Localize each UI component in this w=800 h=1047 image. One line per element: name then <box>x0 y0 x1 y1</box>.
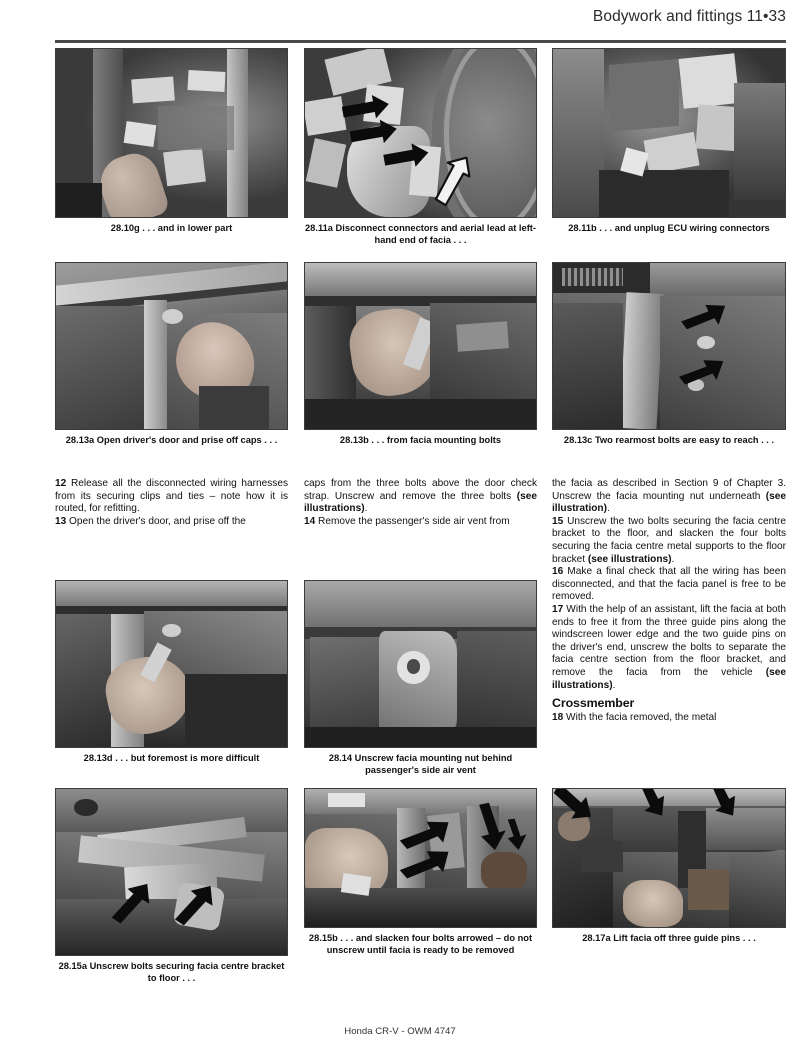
paragraph-14 <box>304 516 537 529</box>
paragraph-12 <box>55 478 288 516</box>
header-divider <box>55 40 786 43</box>
figure-28-13b <box>304 262 537 430</box>
section-heading-crossmember: Crossmember <box>552 696 635 711</box>
photo-28-17a <box>552 788 786 928</box>
caption-28-13d: 28.13d . . . but foremost is more difficult <box>83 753 260 763</box>
caption-28-17a: 28.17a Lift facia off three guide pins . . . <box>582 933 756 943</box>
paragraph-17-end: . <box>612 679 616 691</box>
paragraph-13 <box>55 516 288 529</box>
photo-28-13b <box>304 262 537 430</box>
photo-28-13d <box>55 580 288 748</box>
paragraph-14-number: 14 <box>304 515 316 527</box>
arrow-overlay-28-15b <box>305 789 536 927</box>
figure-28-11a <box>304 48 537 218</box>
page-header <box>55 8 786 26</box>
paragraph-17 <box>552 604 786 692</box>
arrow-overlay-28-15a <box>56 789 287 955</box>
see-illustrations-ref-4: (see illustrations) <box>552 666 786 691</box>
figure-28-13c <box>552 262 786 430</box>
figure-28-15a <box>55 788 288 956</box>
paragraph-13-text: Open the driver's door, and prise off the <box>69 515 246 527</box>
arrow-overlay-28-11a <box>305 49 536 217</box>
page-title: Bodywork and fittings 11•33 <box>592 8 786 25</box>
figure-28-14 <box>304 580 537 748</box>
caption-28-11b: 28.11b . . . and unplug ECU wiring connectors <box>568 223 770 233</box>
figure-28-13a <box>55 262 288 430</box>
see-illustrations-ref-1: (see illustrations) <box>304 490 537 515</box>
paragraph-13-cont-end: . <box>364 503 368 515</box>
paragraph-12-text: Release all the disconnected wiring harnesses from its securing clips and ties – note how it is routed, for refitting. <box>55 478 288 515</box>
body-column-1 <box>55 478 288 528</box>
paragraph-15-end: . <box>671 553 675 565</box>
caption-28-15b: 28.15b . . . and slacken four bolts arrowed – do not unscrew until facia is ready to be removed <box>308 933 533 956</box>
paragraph-15 <box>552 516 786 566</box>
photo-28-15b <box>304 788 537 928</box>
paragraph-18-text: With the facia removed, the metal <box>566 711 717 723</box>
figure-28-13d <box>55 580 288 748</box>
figure-28-15b <box>304 788 537 928</box>
photo-28-13a <box>55 262 288 430</box>
caption-28-10g: 28.10g . . . and in lower part <box>110 223 233 233</box>
photo-28-13c <box>552 262 786 430</box>
caption-28-14: 28.14 Unscrew facia mounting nut behind passenger's side air vent <box>328 753 513 776</box>
figure-28-10g <box>55 48 288 218</box>
see-illustrations-ref-3: (see illustrations) <box>587 553 672 565</box>
page-footer: Honda CR-V - OWM 4747 <box>344 1026 456 1037</box>
paragraph-18-number: 18 <box>552 711 564 723</box>
photo-28-10g <box>55 48 288 218</box>
photo-28-11a <box>304 48 537 218</box>
figure-28-11b <box>552 48 786 218</box>
paragraph-14-text: Remove the passenger's side air vent from <box>318 515 510 527</box>
photo-28-15a <box>55 788 288 956</box>
paragraph-13-number: 13 <box>55 515 67 527</box>
caption-28-11a: 28.11a Disconnect connectors and aerial lead at left-hand end of facia . . . <box>305 223 536 246</box>
figure-28-17a <box>552 788 786 928</box>
paragraph-13-cont-text: caps from the three bolts above the door check strap. Unscrew and remove the three bolts <box>304 478 537 502</box>
paragraph-15-number: 15 <box>552 515 564 527</box>
body-column-2 <box>304 478 537 528</box>
paragraph-16 <box>552 566 786 604</box>
paragraph-14-continued <box>552 478 786 516</box>
arrow-overlay-28-17a <box>553 789 785 927</box>
caption-28-13a: 28.13a Open driver's door and prise off caps . . . <box>65 435 278 445</box>
body-column-3 <box>552 478 786 724</box>
caption-28-13b: 28.13b . . . from facia mounting bolts <box>339 435 502 445</box>
photo-28-14 <box>304 580 537 748</box>
caption-28-13c: 28.13c Two rearmost bolts are easy to reach . . . <box>563 435 775 445</box>
paragraph-16-text: Make a final check that all the wiring has been disconnected, and that the facia panel is free to be removed. <box>552 566 786 603</box>
paragraph-16-number: 16 <box>552 566 564 578</box>
paragraph-18 <box>552 712 786 725</box>
paragraph-17-text: With the help of an assistant, lift the facia at both ends to free it from the three guide pins along the windscreen lower edge and the two guide pins on the driver's end, unscrew the bolts to separate the facia centre section from the floor bracket, and remove the facia from the vehicle <box>552 603 786 678</box>
paragraph-17-number: 17 <box>552 603 564 615</box>
photo-28-11b <box>552 48 786 218</box>
caption-28-15a: 28.15a Unscrew bolts securing facia centre bracket to floor . . . <box>58 961 285 984</box>
paragraph-15-text: Unscrew the two bolts securing the facia centre bracket to the floor, and slacken the four bolts securing the facia centre metal supports to the floor bracket <box>552 515 786 565</box>
arrow-overlay-28-13c <box>553 263 785 429</box>
paragraph-12-number: 12 <box>55 478 67 489</box>
see-illustration-ref-2: (see illustration) <box>552 490 786 515</box>
paragraph-14-cont-text: the facia as described in Section 9 of Chapter 3. Unscrew the facia mounting nut underneath <box>552 478 786 502</box>
paragraph-14-cont-end: . <box>606 503 610 515</box>
paragraph-13-continued <box>304 478 537 516</box>
